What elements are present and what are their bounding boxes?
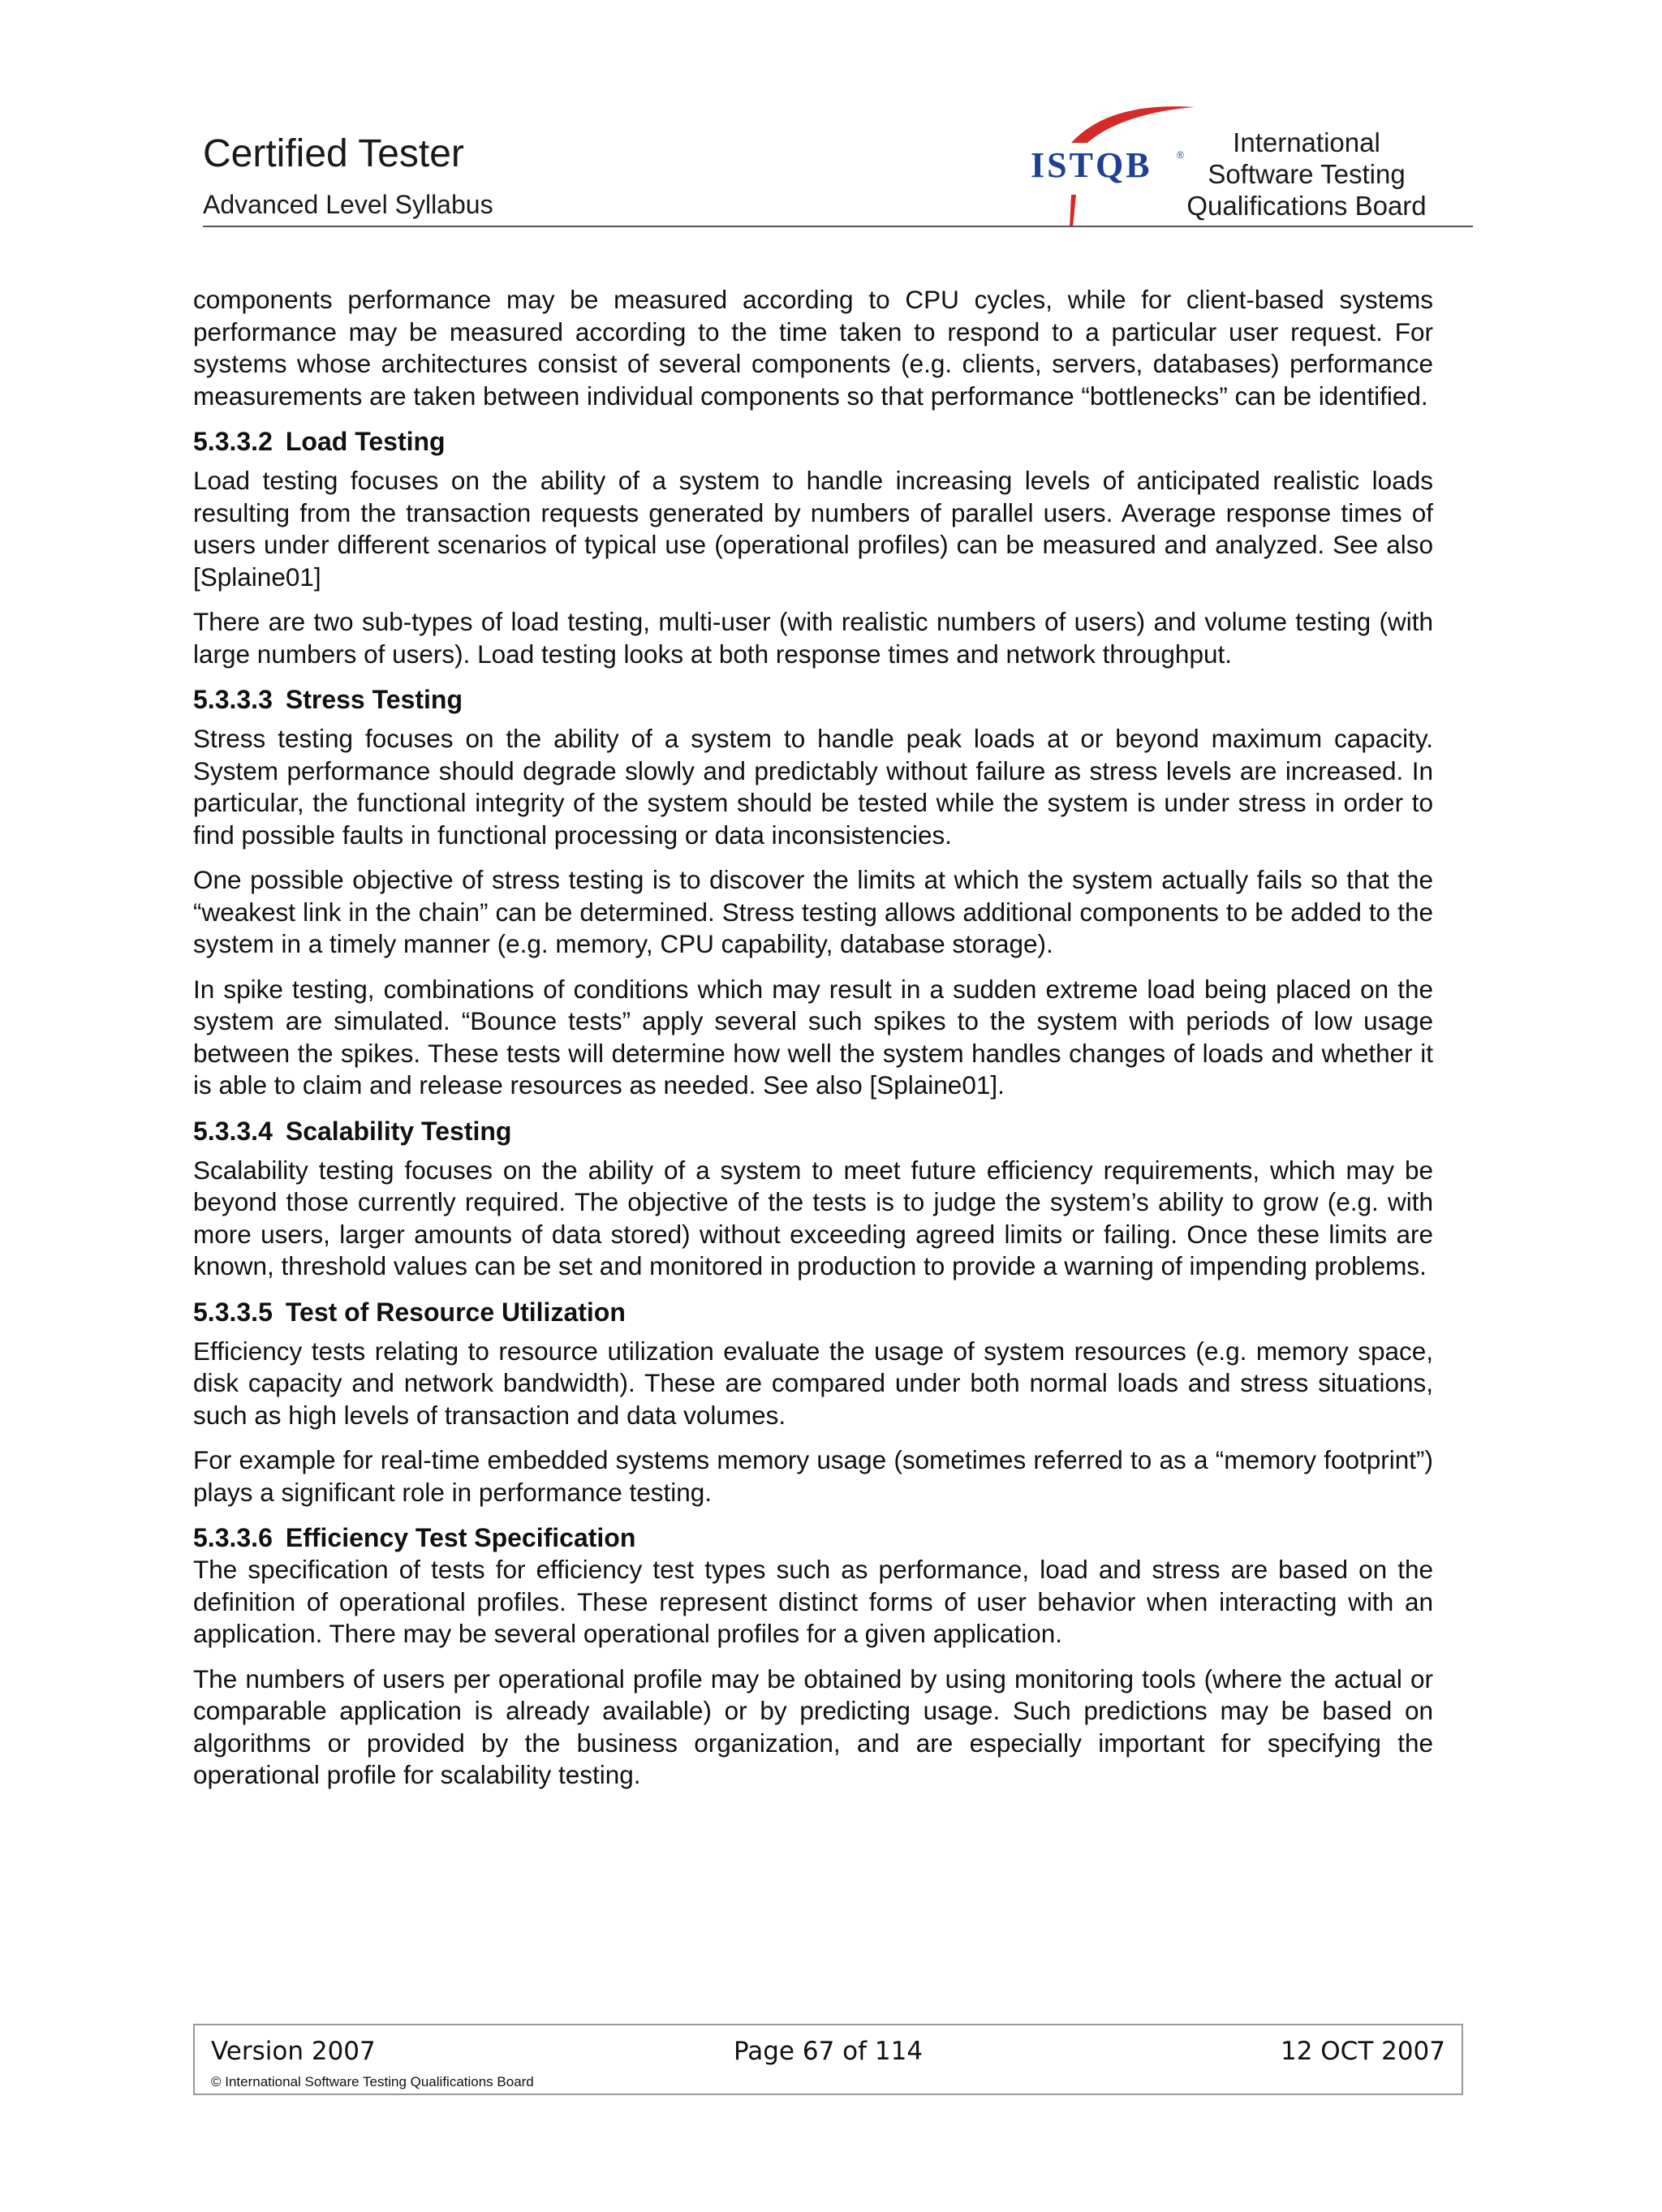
section-title: Scalability Testing <box>285 1116 512 1146</box>
footer-copyright: © International Software Testing Qualifications Board <box>211 2074 534 2089</box>
section-heading-scalability-testing <box>193 1115 1433 1147</box>
section-title: Efficiency Test Specification <box>285 1523 636 1552</box>
page-content <box>193 284 1433 1805</box>
org-line: International <box>1233 127 1380 157</box>
footer-version: Version 2007 <box>211 2037 376 2066</box>
section-heading-stress-testing <box>193 683 1433 716</box>
section-title: Test of Resource Utilization <box>285 1297 626 1327</box>
paragraph: Load testing focuses on the ability of a system to handle increasing levels of anticipated realistic loads resulting from the transaction requests generated by numbers of parallel users. Average response times of users under different scenarios of typical use (operational profiles) can be measured and analyzed. See also [Splaine01] <box>193 466 1433 592</box>
section-number: 5.3.3.4 <box>193 1116 273 1146</box>
section-heading-resource-utilization <box>193 1296 1433 1328</box>
header-divider <box>203 226 1473 227</box>
paragraph: For example for real-time embedded systems memory usage (sometimes referred to as a “memory footprint”) plays a significant role in performance testing. <box>193 1445 1433 1507</box>
org-line: Qualifications Board <box>1186 191 1427 221</box>
section-number: 5.3.3.6 <box>193 1523 273 1552</box>
section-title: Stress Testing <box>285 685 463 714</box>
section-number: 5.3.3.2 <box>193 427 273 456</box>
section-heading-load-testing <box>193 425 1433 458</box>
paragraph: In spike testing, combinations of conditions which may result in a sudden extreme load being placed on the system are simulated. “Bounce tests” apply several such spikes to the system with periods of low usage between the spikes. These tests will determine how well the system handles changes of loads and whether it is able to claim and release resources as needed. See also [Splaine01]. <box>193 974 1433 1100</box>
paragraph: Efficiency tests relating to resource utilization evaluate the usage of system resources (e.g. memory space, disk capacity and network bandwidth). These are compared under both normal loads and stress situations, such as high levels of transaction and data volumes. <box>193 1336 1433 1430</box>
paragraph: There are two sub-types of load testing, multi-user (with realistic numbers of users) and volume testing (with large numbers of users). Load testing looks at both response times and network throughput. <box>193 607 1433 669</box>
page-header <box>203 97 1473 227</box>
logo-registered-mark: ® <box>1177 149 1184 161</box>
paragraph: The numbers of users per operational profile may be obtained by using monitoring tools (where the actual or comparable application is already available) or by predicting usage. Such predictions may be based on algorithms or provided by the business organization, and are especially important for specifying the operational profile for scalability testing. <box>193 1663 1433 1789</box>
header-subtitle: Advanced Level Syllabus <box>203 190 493 219</box>
footer-date: 12 OCT 2007 <box>1280 2037 1445 2066</box>
section-number: 5.3.3.5 <box>193 1297 273 1327</box>
section-title: Load Testing <box>285 427 446 456</box>
logo-text: ISTQB <box>1031 145 1152 185</box>
page-footer <box>193 2024 1463 2095</box>
paragraph: Scalability testing focuses on the ability of a system to meet future efficiency requirements, which may be beyond those currently required. The objective of the tests is to judge the system’s ability to grow (e.g. with more users, larger amounts of data stored) without exceeding agreed limits or failing. Once these limits are known, threshold values can be set and monitored in production to provide a warning of impending problems. <box>193 1155 1433 1280</box>
paragraph: One possible objective of stress testing is to discover the limits at which the system actually fails so that the “weakest link in the chain” can be determined. Stress testing allows additional components to be added to the system in a timely manner (e.g. memory, CPU capability, database storage). <box>193 865 1433 958</box>
section-heading-efficiency-test-specification <box>193 1521 1433 1554</box>
paragraph: The specification of tests for efficiency test types such as performance, load and stress are based on the definition of operational profiles. These represent distinct forms of user behavior when interacting with an application. There may be several operational profiles for a given application. <box>193 1555 1433 1648</box>
footer-row <box>211 2035 1445 2068</box>
paragraph: Stress testing focuses on the ability of a system to handle peak loads at or beyond maximum capacity. System performance should degrade slowly and predictably without failure as stress levels are increased. In particular, the functional integrity of the system should be tested while the system is under stress in order to find possible faults in functional processing or data inconsistencies. <box>193 724 1433 850</box>
intro-paragraph: components performance may be measured according to CPU cycles, while for client-based systems performance may be measured according to the time taken to respond to a particular user request. For systems whose architectures consist of several components (e.g. clients, servers, databases) performance measurements are taken between individual components so that performance “bottlenecks” can be identified. <box>193 285 1433 411</box>
header-title: Certified Tester <box>203 132 464 175</box>
org-name <box>1152 127 1461 222</box>
org-line: Software Testing <box>1208 159 1406 189</box>
section-number: 5.3.3.3 <box>193 685 273 714</box>
footer-page-number: Page 67 of 114 <box>733 2037 924 2066</box>
